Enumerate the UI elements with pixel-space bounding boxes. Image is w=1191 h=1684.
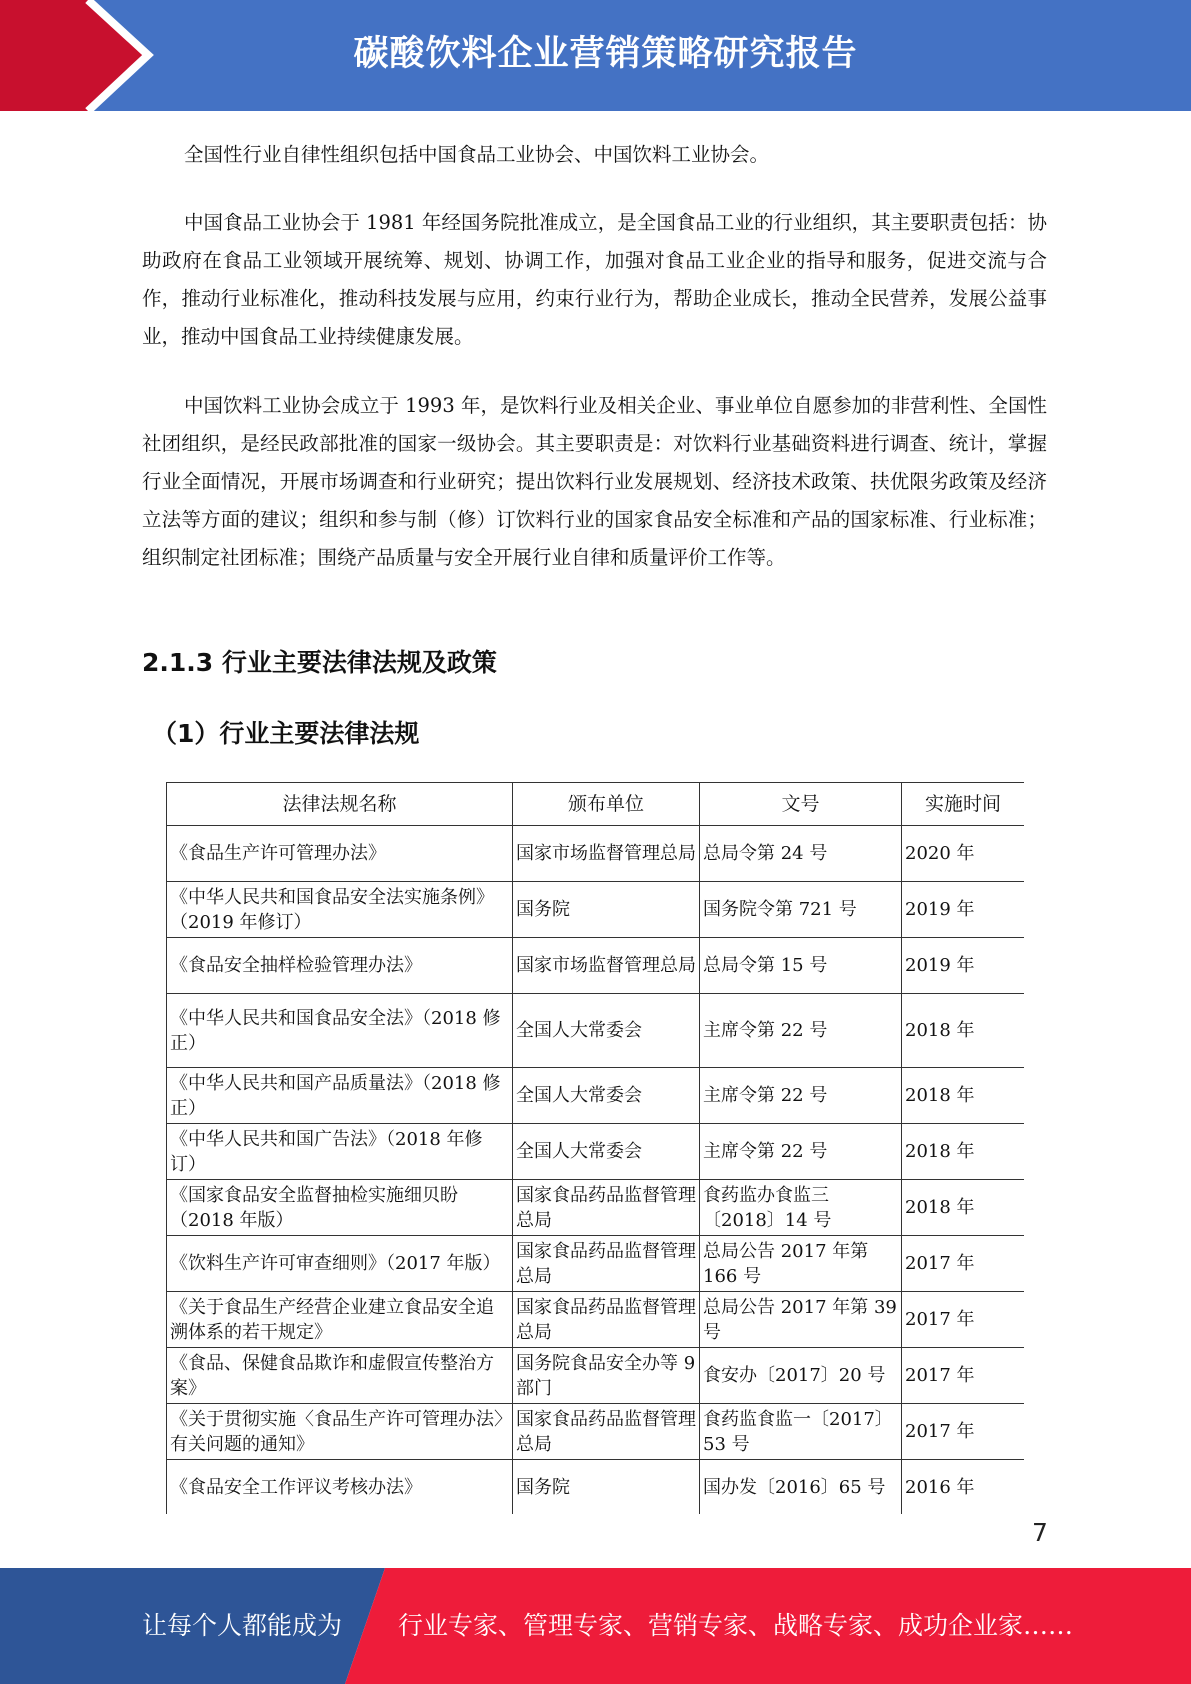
cell-law-name: 《中华人民共和国食品安全法》（2018 修正） xyxy=(167,994,513,1068)
paragraph-1: 全国性行业自律性组织包括中国食品工业协会、中国饮料工业协会。 xyxy=(184,143,770,166)
cell-issuer: 国务院食品安全办等 9 部门 xyxy=(513,1348,700,1404)
cell-effective-date: 2017 年 xyxy=(902,1404,1025,1460)
cell-effective-date: 2018 年 xyxy=(902,1068,1025,1124)
page-number: 7 xyxy=(1032,1518,1048,1547)
cell-effective-date: 2017 年 xyxy=(902,1292,1025,1348)
paragraph-2: 中国食品工业协会于 1981 年经国务院批准成立，是全国食品工业的行业组织，其主要职责包括：协助政府在食品工业领域开展统筹、规划、协调工作，加强对食品工业企业的指导和服务，促进交流与合作，推动行业标准化，推动科技发展与应用，约束行业行为，帮助企业成长，推动全民营养，发展公益事业，推动中国食品工业持续健康发展。 xyxy=(142,211,1047,348)
table-row xyxy=(167,1180,1025,1236)
cell-law-name: 《食品安全抽样检验管理办法》 xyxy=(167,938,513,994)
footer-slogan-right: 行业专家、管理专家、营销专家、战略专家、成功企业家…… xyxy=(398,1611,1074,1640)
cell-law-name: 《关于贯彻实施〈食品生产许可管理办法〉有关问题的通知》 xyxy=(167,1404,513,1460)
header-law-name: 法律法规名称 xyxy=(167,783,513,826)
cell-law-name: 《中华人民共和国食品安全法实施条例》（2019 年修订） xyxy=(167,882,513,938)
cell-doc-number: 主席令第 22 号 xyxy=(700,1068,902,1124)
cell-doc-number: 国务院令第 721 号 xyxy=(700,882,902,938)
page-footer xyxy=(0,1568,1191,1684)
cell-issuer: 全国人大常委会 xyxy=(513,1068,700,1124)
cell-law-name: 《饮料生产许可审查细则》（2017 年版） xyxy=(167,1236,513,1292)
table-row xyxy=(167,1292,1025,1348)
cell-doc-number: 总局令第 24 号 xyxy=(700,826,902,882)
cell-doc-number: 主席令第 22 号 xyxy=(700,1124,902,1180)
cell-law-name: 《中华人民共和国广告法》（2018 年修订） xyxy=(167,1124,513,1180)
cell-law-name: 《食品安全工作评议考核办法》 xyxy=(167,1460,513,1515)
cell-issuer: 国家市场监督管理总局 xyxy=(513,938,700,994)
page-header xyxy=(0,0,1191,111)
table-row xyxy=(167,1460,1025,1515)
cell-issuer: 国家食品药品监督管理总局 xyxy=(513,1236,700,1292)
table-row xyxy=(167,938,1025,994)
cell-doc-number: 总局公告 2017 年第 166 号 xyxy=(700,1236,902,1292)
laws-table-wrapper xyxy=(166,782,1024,1514)
table-row xyxy=(167,1404,1025,1460)
cell-doc-number: 国办发〔2016〕65 号 xyxy=(700,1460,902,1515)
cell-doc-number: 食药监食监一〔2017〕53 号 xyxy=(700,1404,902,1460)
table-row xyxy=(167,994,1025,1068)
cell-effective-date: 2020 年 xyxy=(902,826,1025,882)
cell-law-name: 《食品、保健食品欺诈和虚假宣传整治方案》 xyxy=(167,1348,513,1404)
cell-issuer: 国家食品药品监督管理总局 xyxy=(513,1292,700,1348)
cell-effective-date: 2019 年 xyxy=(902,882,1025,938)
cell-law-name: 《中华人民共和国产品质量法》（2018 修正） xyxy=(167,1068,513,1124)
cell-law-name: 《国家食品安全监督抽检实施细贝盼（2018 年版） xyxy=(167,1180,513,1236)
table-row xyxy=(167,1068,1025,1124)
cell-issuer: 全国人大常委会 xyxy=(513,1124,700,1180)
cell-effective-date: 2019 年 xyxy=(902,938,1025,994)
footer-slogan-left: 让每个人都能成为 xyxy=(142,1611,343,1640)
cell-issuer: 国家食品药品监督管理总局 xyxy=(513,1404,700,1460)
table-row xyxy=(167,826,1025,882)
header-effective-date: 实施时间 xyxy=(902,783,1025,826)
cell-issuer: 国务院 xyxy=(513,1460,700,1515)
cell-issuer: 全国人大常委会 xyxy=(513,994,700,1068)
cell-doc-number: 食药监办食监三〔2018〕14 号 xyxy=(700,1180,902,1236)
cell-effective-date: 2018 年 xyxy=(902,994,1025,1068)
cell-effective-date: 2017 年 xyxy=(902,1348,1025,1404)
table-header-row xyxy=(167,783,1025,826)
section-heading: 2.1.3 行业主要法律法规及政策 xyxy=(142,648,497,677)
cell-law-name: 《食品生产许可管理办法》 xyxy=(167,826,513,882)
laws-table xyxy=(166,782,1024,1514)
report-title: 碳酸饮料企业营销策略研究报告 xyxy=(353,34,858,74)
cell-doc-number: 总局令第 15 号 xyxy=(700,938,902,994)
sub-heading: （1）行业主要法律法规 xyxy=(152,719,420,748)
header-doc-number: 文号 xyxy=(700,783,902,826)
cell-issuer: 国家食品药品监督管理总局 xyxy=(513,1180,700,1236)
header-issuer: 颁布单位 xyxy=(513,783,700,826)
cell-issuer: 国家市场监督管理总局 xyxy=(513,826,700,882)
cell-effective-date: 2018 年 xyxy=(902,1124,1025,1180)
table-row xyxy=(167,1124,1025,1180)
cell-effective-date: 2018 年 xyxy=(902,1180,1025,1236)
cell-law-name: 《关于食品生产经营企业建立食品安全追溯体系的若干规定》 xyxy=(167,1292,513,1348)
cell-doc-number: 总局公告 2017 年第 39 号 xyxy=(700,1292,902,1348)
table-row xyxy=(167,1236,1025,1292)
cell-effective-date: 2016 年 xyxy=(902,1460,1025,1515)
table-row xyxy=(167,1348,1025,1404)
paragraph-3: 中国饮料工业协会成立于 1993 年，是饮料行业及相关企业、事业单位自愿参加的非营利性、全国性社团组织，是经民政部批准的国家一级协会。其主要职责是：对饮料行业基础资料进行调查、统计，掌握行业全面情况，开展市场调查和行业研究；提出饮料行业发展规划、经济技术政策、扶优限劣政策及经济立法等方面的建议；组织和参与制（修）订饮料行业的国家食品安全标准和产品的国家标准、行业标准；组织制定社团标准；围绕产品质量与安全开展行业自律和质量评价工作等。 xyxy=(142,394,1047,569)
cell-issuer: 国务院 xyxy=(513,882,700,938)
cell-effective-date: 2017 年 xyxy=(902,1236,1025,1292)
cell-doc-number: 主席令第 22 号 xyxy=(700,994,902,1068)
cell-doc-number: 食安办〔2017〕20 号 xyxy=(700,1348,902,1404)
table-row xyxy=(167,882,1025,938)
